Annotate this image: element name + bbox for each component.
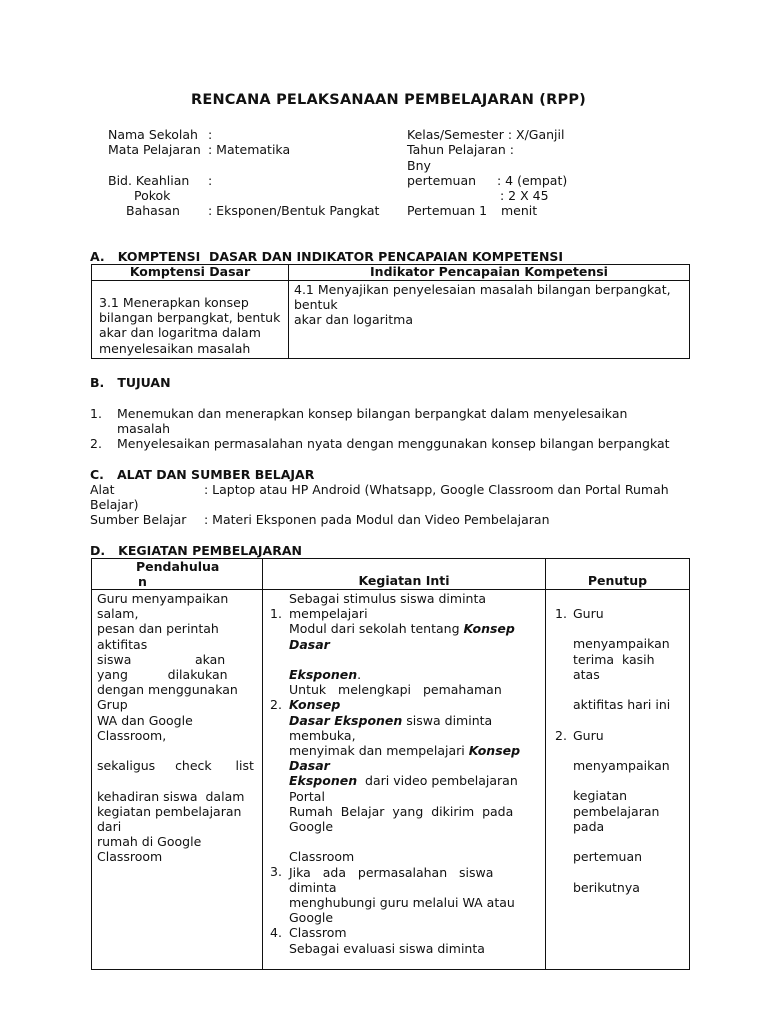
penutup-line: pembelajaran (573, 803, 660, 819)
penutup-header: Penutup (546, 559, 690, 590)
inti-text (284, 591, 520, 956)
ipk-line: 4.1 Menyajikan penyelesaian masalah bilangan berpangkat, (294, 282, 671, 297)
penutup-line: pada (573, 818, 605, 834)
alat-cont: Belajar) (90, 497, 139, 512)
keyword-text: Konsep (468, 743, 521, 759)
penutup-line (573, 712, 670, 727)
pokok-label: Pokok (134, 188, 171, 203)
pendahuluan-line: dengan menggunakan (97, 682, 238, 698)
inti-number: 4. (270, 925, 282, 941)
pendahuluan-line: Grup (97, 697, 128, 713)
penutup-line: aktifitas hari ini (573, 697, 671, 713)
penutup-line (573, 834, 670, 849)
pendahuluan-line: kegiatan pembelajaran (97, 803, 242, 819)
pendahuluan-line: WA dan Google (97, 712, 193, 728)
inti-line: Sebagai evaluasi siswa diminta (289, 940, 485, 956)
inti-number (270, 667, 284, 682)
tujuan-line: Menemukan dan menerapkan konsep bilangan berpangkat dalam menyelesaikan (117, 406, 628, 421)
inti-line (289, 697, 520, 712)
sumber-label: Sumber Belajar (90, 512, 187, 527)
pendahuluan-text (92, 590, 262, 865)
ipk-header: Indikator Pencapaian Kompetensi (289, 265, 690, 281)
inti-number (270, 652, 284, 667)
bny-text: Bny (407, 158, 431, 173)
section-a-heading: A. KOMPTENSI DASAR DAN INDIKATOR PENCAPAIAN KOMPETENSI (90, 249, 564, 264)
tujuan-num: 1. (90, 406, 102, 421)
inti-number (270, 804, 284, 819)
pendahuluan-header-l2: n (138, 574, 147, 589)
bahasan-label: Bahasan (126, 203, 180, 218)
penutup-line: Guru (573, 606, 604, 621)
kelas-semester: Kelas/Semester : X/Ganjil (407, 127, 565, 142)
inti-number: 2. (270, 697, 282, 713)
penutup-cell (546, 590, 690, 970)
inti-cell (263, 590, 546, 970)
pendahuluan-line: aktifitas (97, 636, 148, 652)
inti-number (270, 819, 284, 834)
inti-line: Modul dari sekolah tentang Konsep (289, 621, 515, 637)
penutup-text (569, 606, 670, 895)
inti-number (270, 758, 284, 773)
bid-keahlian-label: Bid. Keahlian (108, 173, 190, 188)
keyword-text: Eksponen (289, 773, 358, 789)
penutup-line (573, 864, 670, 879)
pertemuan-label: pertemuan (407, 173, 477, 188)
penutup-number (555, 652, 569, 667)
inti-line: mempelajari (289, 606, 368, 622)
kd-text (92, 281, 288, 356)
ipk-cell (289, 281, 690, 359)
inti-line: Untuk melengkapi pemahaman (289, 682, 502, 698)
pendahuluan-line: salam, (97, 606, 139, 622)
penutup-line (573, 773, 670, 788)
inti-line (289, 637, 520, 652)
tujuan-num: 2. (90, 436, 102, 451)
penutup-numbers (546, 606, 569, 895)
keyword-text: Dasar (289, 758, 330, 774)
kd-cell (92, 281, 289, 359)
tujuan-item (90, 436, 102, 451)
mata-pelajaran-value: : Matematika (208, 142, 291, 157)
inti-number (270, 591, 284, 606)
inti-line: Classrom (289, 925, 347, 941)
alat-label: Alat (90, 482, 115, 497)
alat-value: : Laptop atau HP Android (Whatsapp, Google Classroom dan Portal Rumah (204, 482, 669, 497)
kegiatan-table (91, 558, 690, 970)
pendahuluan-line: Classroom (97, 849, 163, 865)
penutup-number (555, 682, 569, 697)
pendahuluan-line (97, 743, 262, 758)
inti-number (270, 910, 284, 925)
pendahuluan-line: yang dilakukan (97, 667, 228, 683)
penutup-number: 2. (555, 727, 567, 743)
pendahuluan-line: dari (97, 819, 122, 835)
penutup-line (573, 682, 670, 697)
section-d-heading: D. KEGIATAN PEMBELAJARAN (90, 543, 302, 558)
keyword-text: Dasar (289, 636, 330, 652)
nama-sekolah-label: Nama Sekolah (108, 127, 198, 142)
inti-number (270, 773, 284, 788)
kompetensi-table (91, 264, 690, 359)
keyword-text: Dasar Eksponen (289, 712, 403, 728)
pendahuluan-line: siswa akan (97, 651, 226, 667)
kd-line: 3.1 Menerapkan konsep (99, 295, 249, 310)
inti-line: Jika ada permasalahan siswa (289, 864, 494, 880)
pendahuluan-cell (92, 590, 263, 970)
pendahuluan-header (92, 559, 263, 590)
kd-header: Komptensi Dasar (92, 265, 289, 281)
inti-number (270, 788, 284, 803)
tujuan-line: masalah (117, 421, 171, 437)
pertemuan1-text: Pertemuan 1 (407, 203, 488, 218)
inti-line: membuka, (289, 727, 356, 743)
kd-line: akar dan logaritma dalam (99, 325, 261, 341)
penutup-line: Guru (573, 727, 604, 743)
keyword-text: Eksponen (289, 667, 358, 682)
page-title: RENCANA PELAKSANAAN PEMBELAJARAN (RPP) (191, 92, 586, 108)
penutup-line: menyampaikan (573, 757, 670, 773)
inti-number (270, 880, 284, 895)
waktu-value: : 2 X 45 (500, 188, 549, 203)
section-b-heading: B. TUJUAN (90, 375, 171, 390)
penutup-line (573, 621, 670, 636)
inti-line (289, 652, 520, 667)
inti-line: Google (289, 819, 334, 835)
pendahuluan-line: Classroom, (97, 727, 167, 743)
inti-line: Eksponen dari video pembelajaran (289, 773, 518, 789)
pendahuluan-line: Guru menyampaikan (97, 591, 229, 606)
inti-line (289, 758, 520, 773)
inti-line: menghubungi guru melalui WA atau (289, 895, 515, 911)
pendahuluan-line: rumah di Google (97, 834, 202, 850)
tujuan-line: Menyelesaikan permasalahan nyata dengan menggunakan konsep bilangan berpangkat (117, 436, 670, 451)
inti-number (270, 743, 284, 758)
pendahuluan-line (97, 773, 262, 788)
inti-number (270, 713, 284, 728)
penutup-line: menyampaikan (573, 636, 670, 652)
penutup-line: terima kasih (573, 651, 655, 667)
inti-line: menyimak dan mempelajari Konsep (289, 743, 521, 759)
ipk-line: bentuk (294, 297, 338, 313)
pendahuluan-line: sekaligus check list (97, 758, 254, 774)
penutup-line (573, 743, 670, 758)
section-c-heading: C. ALAT DAN SUMBER BELAJAR (90, 467, 315, 482)
inti-number: 3. (270, 864, 282, 880)
inti-number (270, 621, 284, 636)
kd-line: menyelesaikan masalah (99, 340, 251, 356)
pendahuluan-line: kehadiran siswa dalam (97, 788, 245, 804)
penutup-number (555, 667, 569, 682)
menit-text: menit (501, 203, 538, 218)
inti-line (289, 834, 520, 849)
nama-sekolah-value: : (208, 127, 213, 142)
inti-number (270, 637, 284, 652)
penutup-number (555, 712, 569, 727)
inti-number (270, 895, 284, 910)
ipk-line: akar dan logaritma (294, 312, 414, 328)
penutup-number (555, 636, 569, 651)
penutup-line: kegiatan (573, 788, 628, 804)
inti-number (270, 728, 284, 743)
inti-number (270, 849, 284, 864)
inti-number (270, 834, 284, 849)
inti-line: diminta (289, 879, 337, 895)
penutup-line: pertemuan (573, 849, 643, 865)
inti-line: Eksponen. (289, 667, 362, 682)
sumber-value: : Materi Eksponen pada Modul dan Video Pembelajaran (204, 512, 550, 527)
inti-line: Portal (289, 788, 325, 804)
inti-line: Dasar Eksponen siswa diminta (289, 712, 493, 728)
inti-line: Google (289, 910, 334, 926)
penutup-number (555, 621, 569, 636)
penutup-number: 1. (555, 606, 567, 621)
inti-header: Kegiatan Inti (263, 559, 546, 590)
inti-numbers (263, 591, 284, 956)
pertemuan-value: : 4 (empat) (497, 173, 568, 188)
inti-number: 1. (270, 606, 282, 622)
penutup-number (555, 697, 569, 712)
inti-line: Rumah Belajar yang dikirim pada (289, 803, 514, 819)
tujuan-text (117, 406, 627, 436)
inti-number (270, 682, 284, 697)
mata-pelajaran-label: Mata Pelajaran (108, 142, 201, 157)
kd-line: bilangan berpangkat, bentuk (99, 310, 281, 326)
keyword-text: Konsep (289, 697, 341, 713)
tujuan-item (90, 406, 102, 421)
pendahuluan-line: pesan dan perintah (97, 621, 219, 637)
inti-line: Classroom (289, 849, 355, 865)
ipk-text (289, 281, 689, 328)
inti-line: Sebagai stimulus siswa diminta (289, 591, 487, 606)
bid-keahlian-value: : (208, 173, 213, 188)
keyword-text: Konsep (463, 621, 515, 637)
pendahuluan-header-l1: Pendahulua (136, 559, 220, 574)
pokok-bahasan-value: : Eksponen/Bentuk Pangkat (208, 203, 380, 218)
penutup-line: atas (573, 666, 600, 682)
tujuan-text (117, 436, 670, 451)
tahun-pelajaran: Tahun Pelajaran : (407, 142, 514, 157)
penutup-line: berikutnya (573, 879, 640, 895)
